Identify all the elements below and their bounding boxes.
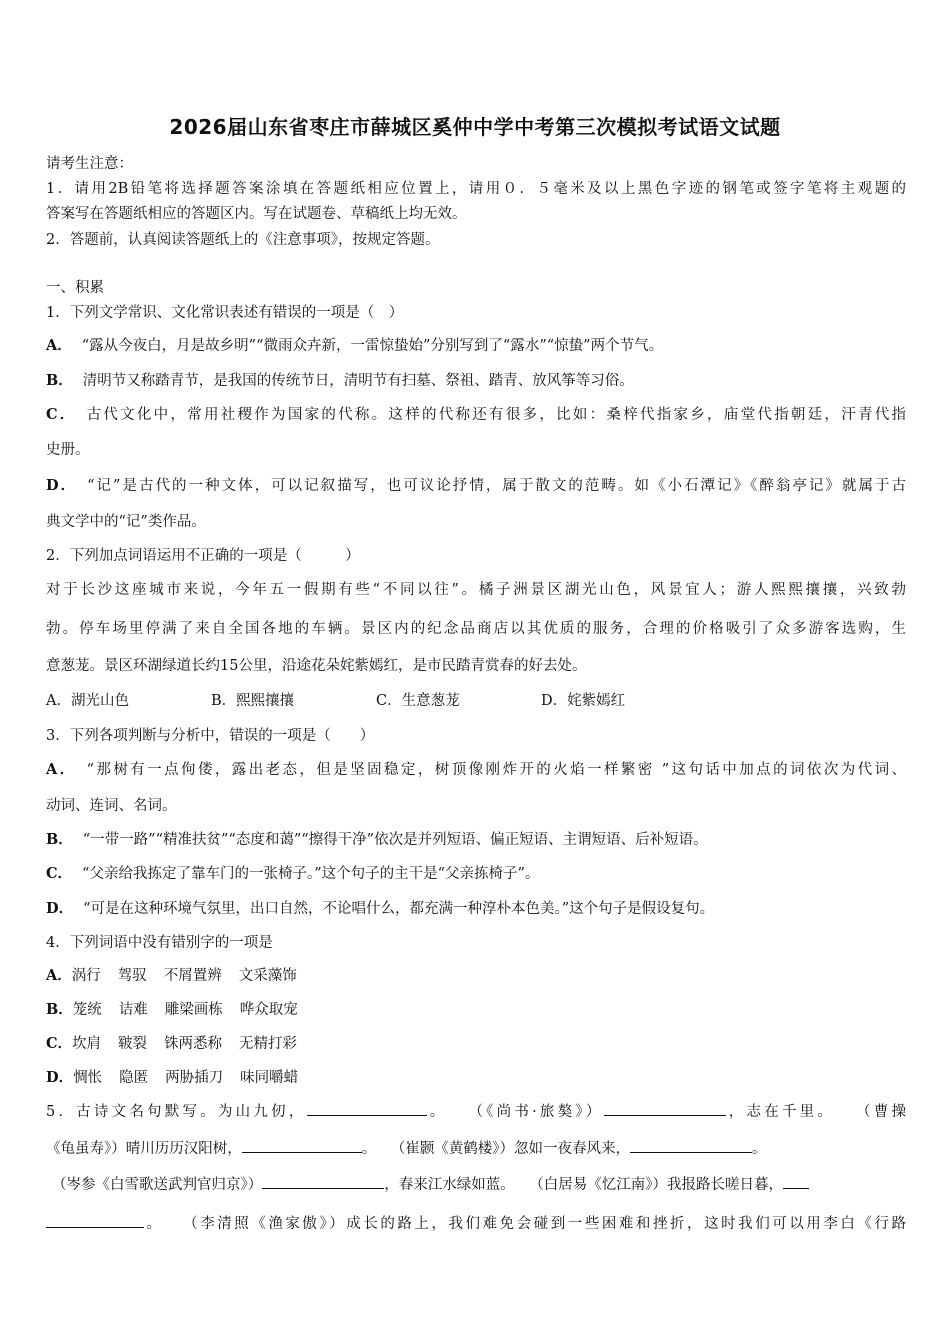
q5-text-3a: （岑参《白雪歌送武判官归京》） xyxy=(52,1177,263,1193)
q2-passage-line-1: 对于长沙这座城市来说，今年五一假期有些“不同以往”。橘子洲景区湖光山色，风景宜人；游人熙熙攘攘，兴致勃 xyxy=(46,582,906,598)
q4-a-word-4: 文采藻饰 xyxy=(238,968,297,984)
q1-option-d-label: D． xyxy=(46,477,78,494)
q3-stem: 3．下列各项判断与分析中，错误的一项是（ ） xyxy=(46,728,375,744)
q1-option-d-text-1: “记”是古代的一种文体，可以记叙描写，也可议论抒情，属于散文的范畴。如《小石潭记》《醉翁亭记》就属于古 xyxy=(87,478,906,494)
q5-blank-6b[interactable] xyxy=(46,1214,144,1228)
q1-option-c-text-1: 古代文化中，常用社稷作为国家的代称。这样的代称还有很多，比如：桑梓代指家乡，庙堂代指朝廷，汗青代指 xyxy=(86,407,907,423)
q3-option-a-text-2: 动词、连词、名词。 xyxy=(46,798,177,814)
q5-line-3 xyxy=(52,1173,809,1194)
q2-passage-line-2: 勃。停车场里停满了来自全国各地的车辆。景区内的纪念品商店以其优质的服务，合理的价格吸引了众多游客选购，生 xyxy=(46,621,906,637)
q1-stem: 1．下列文学常识、文化常识表述有错误的一项是（ ） xyxy=(46,305,404,321)
q4-d-word-1: 惆怅 xyxy=(73,1070,103,1086)
q3-option-b[interactable] xyxy=(46,828,708,849)
q3-option-a[interactable] xyxy=(46,758,906,779)
q2-options xyxy=(46,689,625,710)
q3-option-d-text: “可是在这种环境气氛里，出口自然，不论唱什么，都充满一种淳朴本色美。”这个句子是假设复句。 xyxy=(83,901,715,917)
q5-blank-5[interactable] xyxy=(262,1175,384,1189)
q3-option-b-label: B． xyxy=(46,831,73,848)
q4-b-word-3: 雕梁画栋 xyxy=(164,1002,223,1018)
q1-option-b[interactable] xyxy=(46,369,634,390)
notice-heading: 请考生注意： xyxy=(46,156,133,172)
q4-c-word-2: 皲裂 xyxy=(118,1036,148,1052)
q5-text-4a: 。 （李清照《渔家傲》）成长的路上，我们难免会碰到一些困难和挫折，这时我们可以用李白《行路 xyxy=(144,1216,906,1232)
q4-stem: 4．下列词语中没有错别字的一项是 xyxy=(46,935,273,951)
q4-c-word-3: 铢两悉称 xyxy=(164,1036,223,1052)
q2-option-d[interactable]: D．姹紫嫣红 xyxy=(541,693,626,709)
q4-d-word-3: 两胁插刀 xyxy=(165,1070,224,1086)
q5-text-2b: 。 （崔颢《黄鹤楼》）忽如一夜春风来， xyxy=(361,1141,630,1157)
q3-option-a-label: A． xyxy=(46,761,77,778)
q4-c-word-1: 坎肩 xyxy=(72,1036,102,1052)
q5-text-1a: 5．古诗文名句默写。为山九仞， xyxy=(46,1104,307,1120)
notice-line-1: 1．请用2B铅笔将选择题答案涂填在答题纸相应位置上，请用０．５毫米及以上黑色字迹的钢笔或签字笔将主观题的 xyxy=(46,181,906,197)
q5-line-1 xyxy=(46,1100,906,1121)
q4-d-word-4: 味同嚼蜡 xyxy=(240,1070,299,1086)
q2-option-b[interactable]: B．熙熙攘攘 xyxy=(211,693,295,709)
q4-a-word-3: 不屑置辨 xyxy=(163,968,222,984)
q5-line-2 xyxy=(46,1137,767,1158)
q5-blank-1[interactable] xyxy=(307,1102,427,1116)
q2-stem: 2．下列加点词语运用不正确的一项是（ ） xyxy=(46,548,360,564)
section-heading: 一、积累 xyxy=(46,280,104,296)
q3-option-c[interactable] xyxy=(46,862,539,883)
q2-option-c[interactable]: C．生意葱茏 xyxy=(376,693,460,709)
notice-line-2: 2．答题前，认真阅读答题纸上的《注意事项》，按规定答题。 xyxy=(46,232,440,248)
q1-option-a-label: A． xyxy=(46,337,72,354)
q1-option-c-text-2: 史册。 xyxy=(46,442,90,458)
q3-option-d[interactable] xyxy=(46,897,714,918)
q4-b-word-1: 笼统 xyxy=(72,1002,102,1018)
q1-option-b-label: B． xyxy=(46,372,73,389)
q4-option-a-label: A． xyxy=(46,967,72,984)
q4-option-b[interactable] xyxy=(46,998,315,1019)
q1-option-d[interactable] xyxy=(46,474,906,495)
q3-option-c-label: C． xyxy=(46,865,73,882)
q4-option-c-label: C． xyxy=(46,1035,73,1052)
q4-option-d-label: D． xyxy=(46,1069,74,1086)
q1-option-a[interactable] xyxy=(46,334,663,355)
q1-option-a-text: “露从今夜白，月是故乡明”“微雨众卉新，一雷惊蛰始”分别写到了“露水”“惊蛰”两个节气。 xyxy=(81,338,664,354)
q4-d-word-2: 隐匿 xyxy=(119,1070,149,1086)
q4-a-word-1: 涡行 xyxy=(71,968,101,984)
q5-blank-4[interactable] xyxy=(630,1139,752,1153)
q1-option-c-label: C． xyxy=(46,406,77,423)
q4-c-word-4: 无精打彩 xyxy=(239,1036,298,1052)
notice-line-1b: 答案写在答题纸相应的答题区内。写在试题卷、草稿纸上均无效。 xyxy=(46,206,467,222)
q4-option-d[interactable] xyxy=(46,1066,315,1087)
q4-a-word-2: 驾驭 xyxy=(117,968,147,984)
q5-text-1c: ，志在千里。 （曹操 xyxy=(725,1104,907,1120)
q5-blank-2[interactable] xyxy=(604,1102,726,1116)
q2-option-a[interactable]: A．湖光山色 xyxy=(46,693,129,709)
q3-option-a-text-1: “那树有一点佝偻，露出老态，但是坚固稳定，树顶像刚炸开的火焰一样繁密 ”这句话中加点的词依次为代词、 xyxy=(86,762,906,778)
q1-option-d-text-2: 典文学中的“记”类作品。 xyxy=(46,514,206,530)
q5-line-4 xyxy=(46,1212,906,1233)
q1-option-b-text: 清明节又称踏青节，是我国的传统节日，清明节有扫墓、祭祖、踏青、放风筝等习俗。 xyxy=(82,373,634,389)
q2-passage-line-3: 意葱茏。景区环湖绿道长约15公里，沿途花朵姹紫嫣红，是市民踏青赏春的好去处。 xyxy=(46,658,587,674)
q1-option-c[interactable] xyxy=(46,403,906,424)
q3-option-c-text: “父亲给我拣定了靠车门的一张椅子。”这个句子的主干是“父亲拣椅子”。 xyxy=(82,866,540,882)
q3-option-d-label: D． xyxy=(46,900,74,917)
q5-text-2c: 。 xyxy=(752,1141,767,1157)
q4-option-a[interactable] xyxy=(46,964,314,985)
q4-option-c[interactable] xyxy=(46,1032,314,1053)
q4-option-b-label: B． xyxy=(46,1001,73,1018)
q5-text-2a: 《龟虽寿》）晴川历历汉阳树， xyxy=(46,1141,242,1157)
exam-title: 2026届山东省枣庄市薛城区奚仲中学中考第三次模拟考试语文试题 xyxy=(169,115,781,139)
q5-blank-3[interactable] xyxy=(242,1139,362,1153)
q3-option-b-text: “一带一路”“精准扶贫”“态度和蔼”“擦得干净”依次是并列短语、偏正短语、主谓短语、后补短语。 xyxy=(82,832,708,848)
q4-b-word-2: 诘难 xyxy=(118,1002,148,1018)
q4-b-word-4: 哗众取宠 xyxy=(239,1002,298,1018)
q5-text-3b: ，春来江水绿如蓝。 （白居易《忆江南》）我报路长嗟日暮， xyxy=(384,1177,783,1193)
q5-text-1b: 。 （《尚书·旅獒》） xyxy=(426,1104,604,1120)
q5-blank-6a[interactable] xyxy=(783,1175,809,1189)
